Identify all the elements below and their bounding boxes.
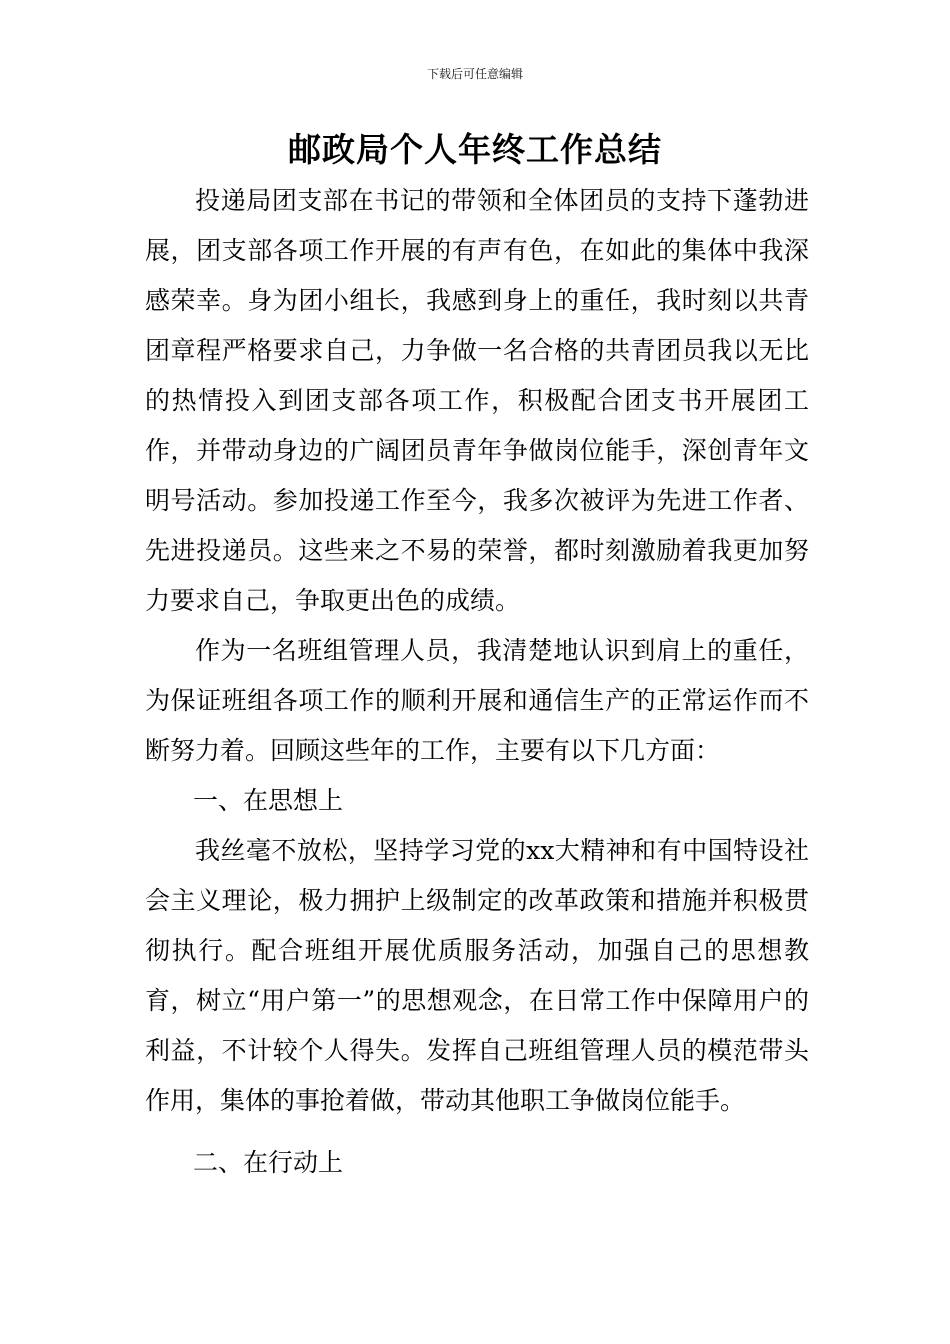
paragraph-role: 作为一名班组管理人员，我清楚地认识到肩上的重任，为保证班组各项工作的顺利开展和通信生产的正常运作而不断努力着。回顾这些年的工作，主要有以下几方面： — [145, 636, 809, 765]
section-heading-thought: 一、在思想上 — [193, 786, 344, 815]
paragraph-thought: 我丝毫不放松，坚持学习党的xx大精神和有中国特设社会主义理论，极力拥护上级制定的改革政策和措施并积极贯彻执行。配合班组开展优质服务活动，加强自己的思想教育，树立“用户第一”的思想观念，在日常工作中保障用户的利益，不计较个人得失。发挥自己班组管理人员的模范带头作用，集体的事抢着做，带动其他职工争做岗位能手。 — [145, 836, 809, 1115]
document-title: 邮政局个人年终工作总结 — [288, 130, 662, 169]
document-body — [145, 176, 809, 1188]
section-heading-action: 二、在行动上 — [193, 1148, 344, 1177]
header-note: 下载后可任意编辑 — [426, 67, 523, 81]
paragraph-intro: 投递局团支部在书记的带领和全体团员的支持下蓬勃进展，团支部各项工作开展的有声有色，在如此的集体中我深感荣幸。身为团小组长，我感到身上的重任，我时刻以共青团章程严格要求自己，力争做一名合格的共青团员我以无比的热情投入到团支部各项工作，积极配合团支书开展团工作，并带动身边的广阔团员青年争做岗位能手，深创青年文明号活动。参加投递工作至今，我多次被评为先进工作者、先进投递员。这些来之不易的荣誉，都时刻激励着我更加努力要求自己，争取更出色的成绩。 — [145, 186, 809, 615]
